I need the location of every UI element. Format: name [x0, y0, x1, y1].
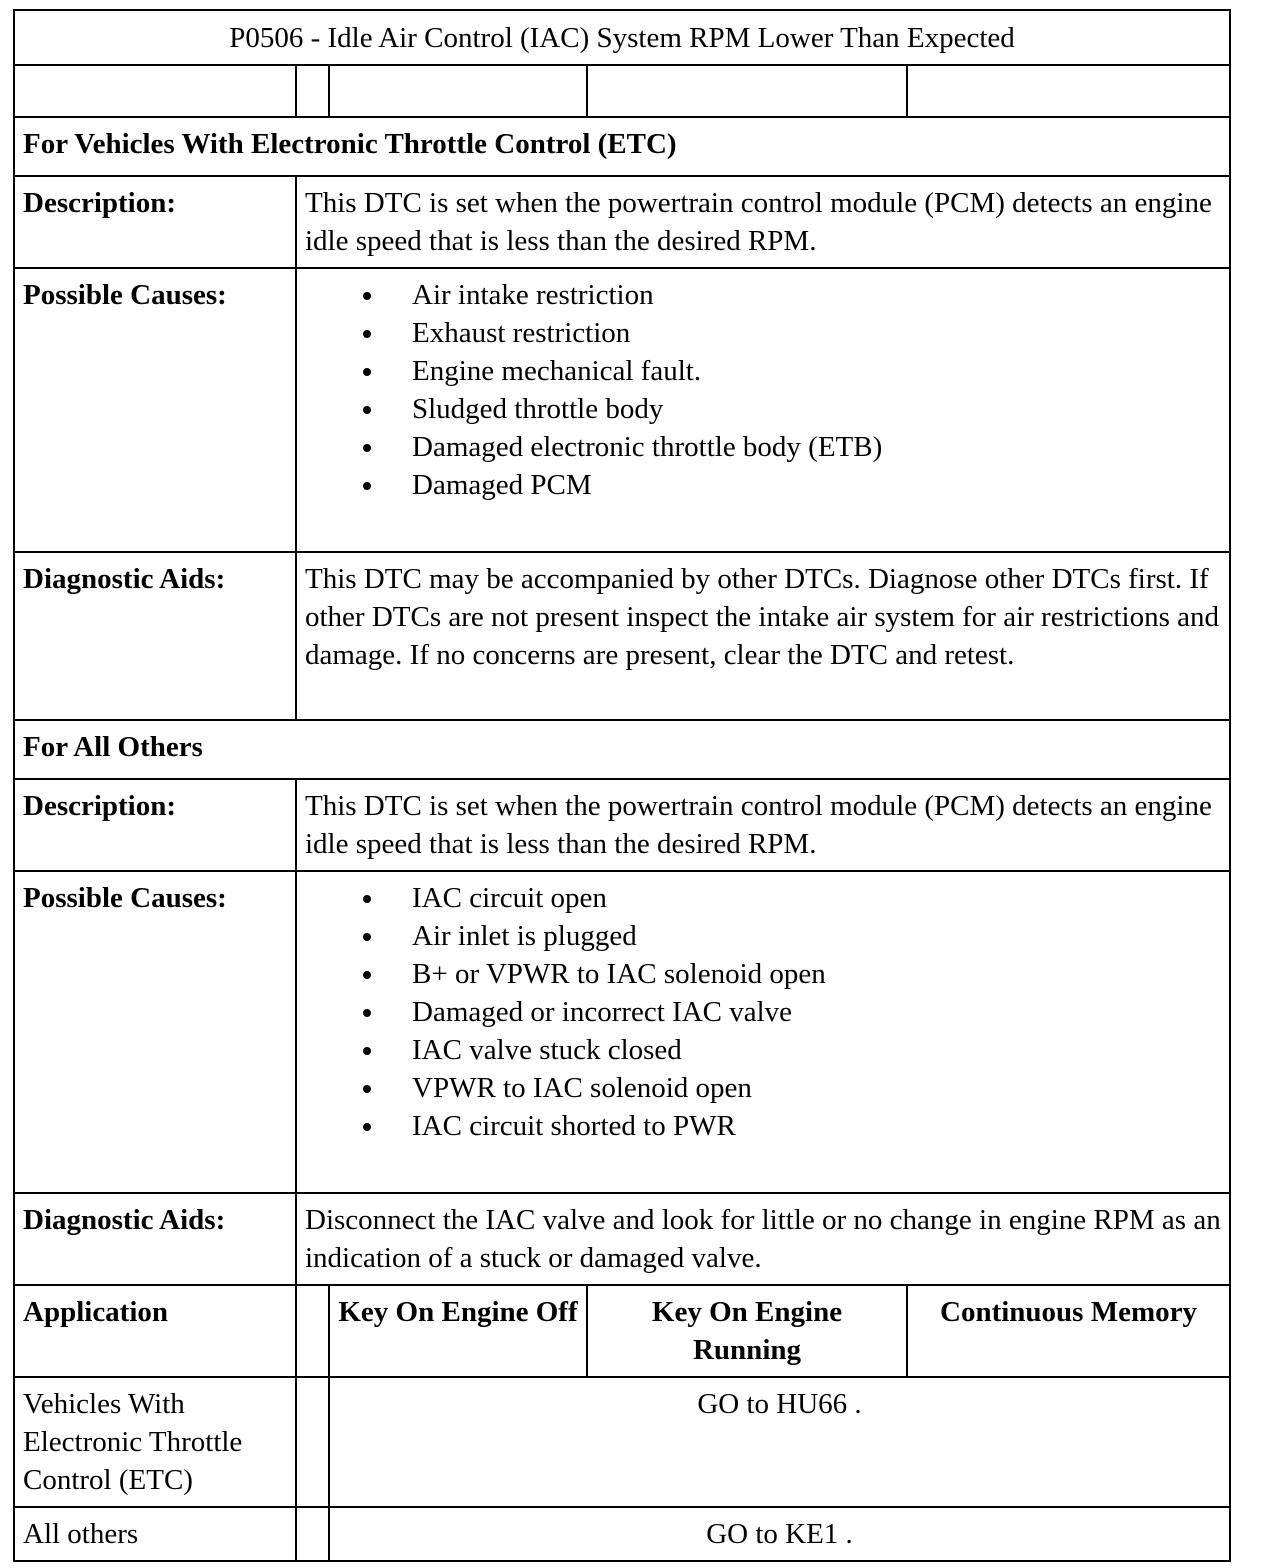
list-item: IAC circuit shorted to PWR [355, 1107, 1221, 1145]
page-title: P0506 - Idle Air Control (IAC) System RPM Lower Than Expected [14, 10, 1230, 65]
dtc-table [13, 9, 1231, 1562]
row-spacer-cell [296, 1377, 329, 1507]
causes-list [305, 879, 1221, 1145]
header-koer: Key On Engine Running [587, 1285, 907, 1377]
spacer-cell [329, 65, 587, 117]
causes-label: Possible Causes: [14, 871, 296, 1193]
table-row [14, 1507, 1230, 1561]
list-item: Damaged or incorrect IAC valve [355, 993, 1221, 1031]
list-item: Damaged PCM [355, 466, 1221, 504]
header-koeo: Key On Engine Off [329, 1285, 587, 1377]
list-item: Sludged throttle body [355, 390, 1221, 428]
action-cell: GO to KE1 . [329, 1507, 1230, 1561]
list-item: Air intake restriction [355, 276, 1221, 314]
table-row [14, 1377, 1230, 1507]
spacer-cell [14, 65, 296, 117]
list-item: Damaged electronic throttle body (ETB) [355, 428, 1221, 466]
section-heading-etc: For Vehicles With Electronic Throttle Control (ETC) [14, 117, 1230, 176]
description-label: Description: [14, 176, 296, 268]
aids-row [14, 1193, 1230, 1285]
section-heading-row [14, 720, 1230, 779]
causes-list [305, 276, 1221, 504]
aids-text: This DTC may be accompanied by other DTCs. Diagnose other DTCs first. If other DTCs are not present inspect the intake air system for air restrictions and damage. If no concerns are present, clear the DTC and retest. [296, 552, 1230, 720]
header-spacer-cell [296, 1285, 329, 1377]
causes-label: Possible Causes: [14, 268, 296, 552]
aids-label: Diagnostic Aids: [14, 1193, 296, 1285]
list-item: Engine mechanical fault. [355, 352, 1221, 390]
spacer-cell [296, 65, 329, 117]
action-cell: GO to HU66 . [329, 1377, 1230, 1507]
spacer-cell [907, 65, 1230, 117]
application-cell: All others [14, 1507, 296, 1561]
section-heading-others: For All Others [14, 720, 1230, 779]
aids-row [14, 552, 1230, 720]
list-item: Exhaust restriction [355, 314, 1221, 352]
header-continuous-memory: Continuous Memory [907, 1285, 1230, 1377]
application-header-row [14, 1285, 1230, 1377]
list-item: VPWR to IAC solenoid open [355, 1069, 1221, 1107]
causes-row [14, 268, 1230, 552]
list-item: B+ or VPWR to IAC solenoid open [355, 955, 1221, 993]
description-text: This DTC is set when the powertrain control module (PCM) detects an engine idle speed that is less than the desired RPM. [296, 779, 1230, 871]
causes-row [14, 871, 1230, 1193]
causes-cell [296, 268, 1230, 552]
header-application: Application [14, 1285, 296, 1377]
aids-label: Diagnostic Aids: [14, 552, 296, 720]
section-heading-row [14, 117, 1230, 176]
spacer-row [14, 65, 1230, 117]
spacer-cell [587, 65, 907, 117]
description-row [14, 779, 1230, 871]
causes-cell [296, 871, 1230, 1193]
row-spacer-cell [296, 1507, 329, 1561]
list-item: IAC valve stuck closed [355, 1031, 1221, 1069]
description-label: Description: [14, 779, 296, 871]
application-cell: Vehicles With Electronic Throttle Control (ETC) [14, 1377, 296, 1507]
description-text: This DTC is set when the powertrain control module (PCM) detects an engine idle speed that is less than the desired RPM. [296, 176, 1230, 268]
list-item: Air inlet is plugged [355, 917, 1221, 955]
list-item: IAC circuit open [355, 879, 1221, 917]
title-row [14, 10, 1230, 65]
aids-text: Disconnect the IAC valve and look for little or no change in engine RPM as an indication of a stuck or damaged valve. [296, 1193, 1230, 1285]
description-row [14, 176, 1230, 268]
